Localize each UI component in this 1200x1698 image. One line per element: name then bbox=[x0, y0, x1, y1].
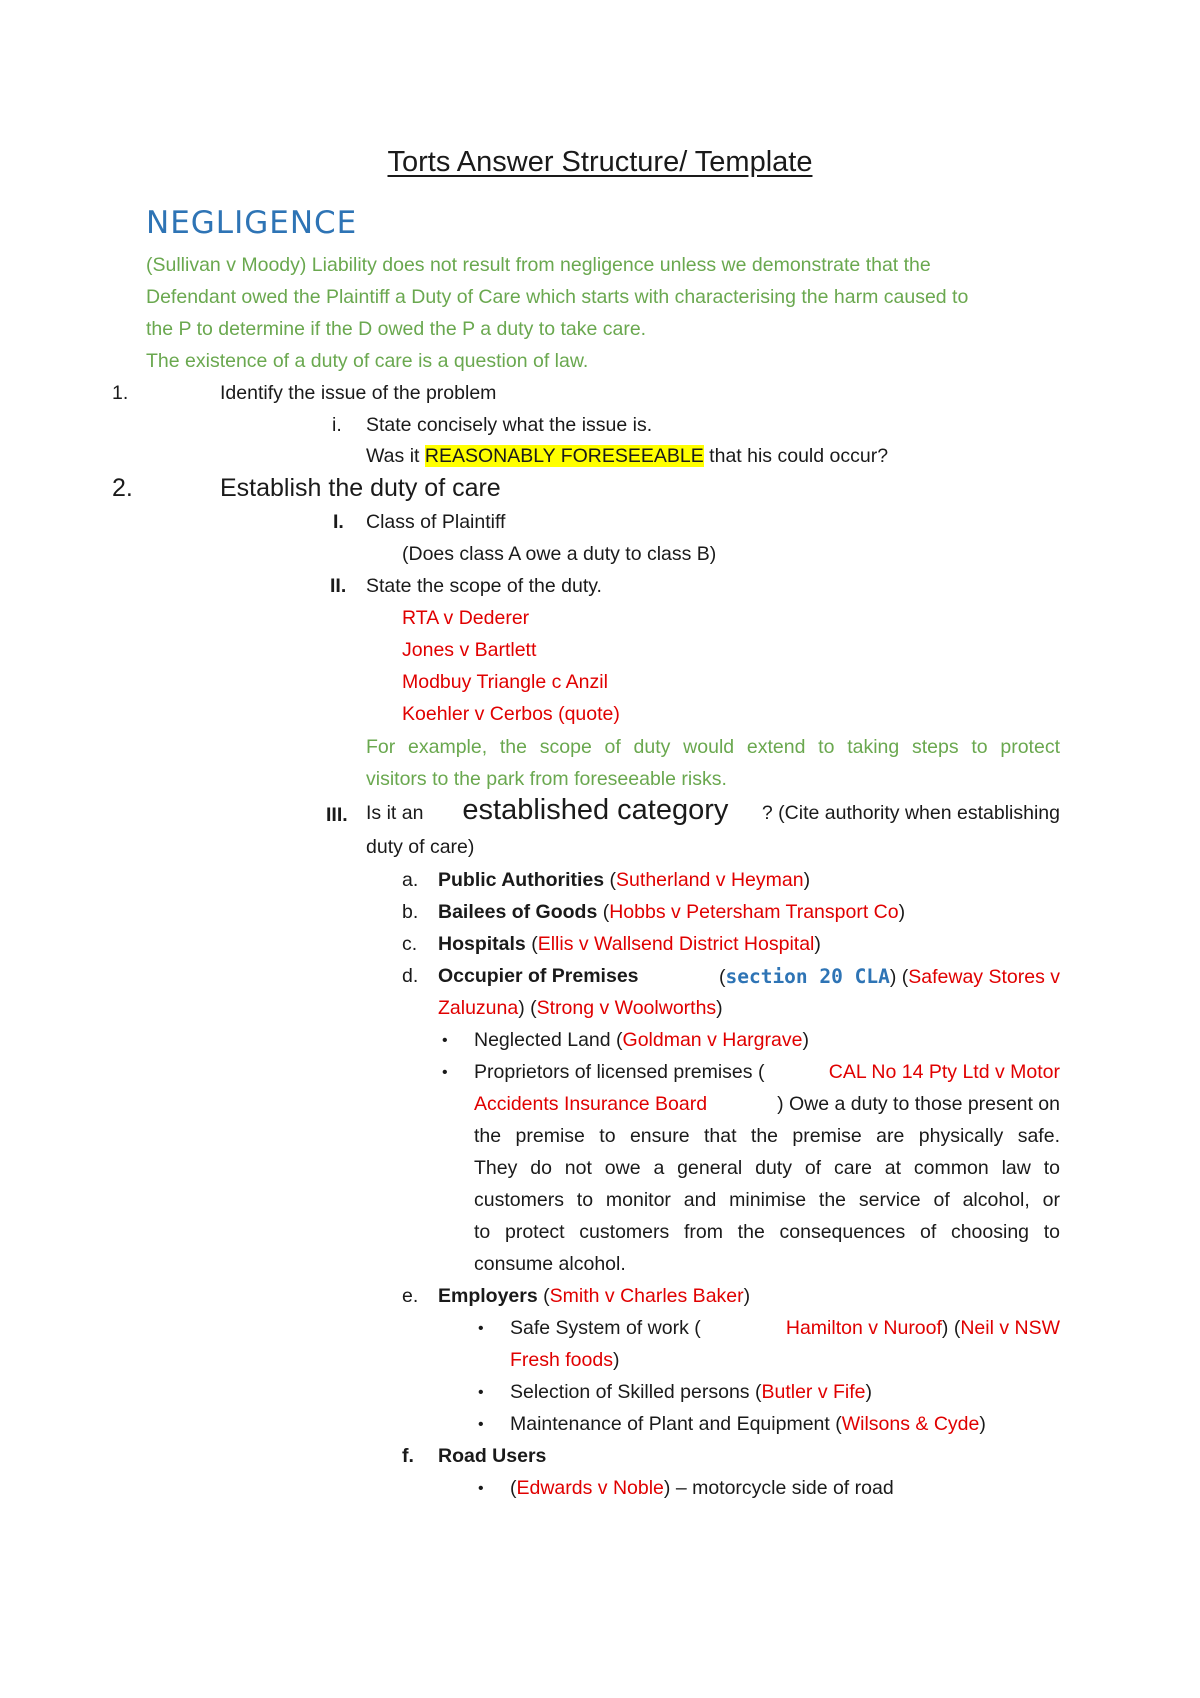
step-1-sub-number: i. bbox=[332, 414, 342, 436]
bullet-icon: • bbox=[478, 1416, 484, 1433]
licensed-premises-line-7: consume alcohol. bbox=[474, 1253, 626, 1275]
bullet-plant-equipment: Maintenance of Plant and Equipment (Wilsons & Cyde) bbox=[510, 1413, 986, 1435]
intro-line-4: The existence of a duty of care is a question of law. bbox=[146, 350, 589, 372]
category-occupier-of-premises: Occupier of Premises (section 20 CLA) (Safeway Stores v bbox=[438, 965, 1060, 988]
case-modbuy-triangle: Modbuy Triangle c Anzil bbox=[402, 671, 608, 693]
bullet-safe-system: Safe System of work ( Hamilton v Nuroof) (Neil v NSW bbox=[510, 1317, 1060, 1339]
licensed-premises-line-4: They do not owe a general duty of care at common law to bbox=[474, 1157, 1060, 1179]
step-2-text: Establish the duty of care bbox=[220, 474, 501, 502]
category-road-users: Road Users bbox=[438, 1445, 547, 1467]
class-of-plaintiff: Class of Plaintiff bbox=[366, 511, 506, 533]
section-heading-negligence: NEGLIGENCE bbox=[146, 205, 358, 241]
case-rta-v-dederer: RTA v Dederer bbox=[402, 607, 530, 629]
established-category-line-2: duty of care) bbox=[366, 836, 475, 858]
example-line-2: visitors to the park from foreseeable risks. bbox=[366, 768, 727, 790]
bullet-icon: • bbox=[478, 1320, 484, 1337]
category-d-line-2: Zaluzuna) (Strong v Woolworths) bbox=[438, 997, 723, 1019]
bullet-icon: • bbox=[442, 1064, 448, 1081]
scope-of-duty: State the scope of the duty. bbox=[366, 575, 602, 597]
established-category-text: established category bbox=[462, 794, 729, 826]
bullet-icon: • bbox=[442, 1032, 448, 1049]
roman-II-number: II. bbox=[330, 575, 347, 597]
category-d-letter: d. bbox=[402, 965, 419, 987]
section-20-cla: section 20 CLA bbox=[725, 965, 890, 988]
licensed-premises-line-2: Accidents Insurance Board ) Owe a duty to those present on bbox=[474, 1093, 1060, 1115]
intro-line-3: the P to determine if the D owed the P a duty to take care. bbox=[146, 318, 647, 340]
case-jones-v-bartlett: Jones v Bartlett bbox=[402, 639, 537, 661]
category-b-letter: b. bbox=[402, 901, 419, 923]
category-e-letter: e. bbox=[402, 1285, 419, 1307]
bullet-edwards-v-noble: (Edwards v Noble) – motorcycle side of road bbox=[510, 1477, 894, 1499]
bullet-icon: • bbox=[478, 1480, 484, 1497]
document-title: Torts Answer Structure/ Template bbox=[387, 146, 813, 178]
category-hospitals: Hospitals (Ellis v Wallsend District Hospital) bbox=[438, 933, 821, 955]
step-1-text: Identify the issue of the problem bbox=[220, 382, 497, 404]
intro-line-1: (Sullivan v Moody) Liability does not result from negligence unless we demonstrate that the bbox=[146, 254, 931, 276]
case-koehler-v-cerbos: Koehler v Cerbos (quote) bbox=[402, 703, 620, 725]
roman-III-number: III. bbox=[326, 804, 348, 826]
bullet-skilled-persons: Selection of Skilled persons (Butler v Fife) bbox=[510, 1381, 873, 1403]
category-bailees-of-goods: Bailees of Goods (Hobbs v Petersham Transport Co) bbox=[438, 901, 906, 923]
licensed-premises-line-3: the premise to ensure that the premise are physically safe. bbox=[474, 1125, 1060, 1147]
intro-line-2: Defendant owed the Plaintiff a Duty of Care which starts with characterising the harm caused to bbox=[146, 286, 969, 308]
category-c-letter: c. bbox=[402, 933, 418, 955]
example-line-1: For example, the scope of duty would extend to taking steps to protect bbox=[366, 736, 1060, 758]
step-1-number: 1. bbox=[112, 382, 129, 404]
established-category-line: Is it an established category ? (Cite authority when establishing bbox=[366, 794, 1060, 826]
licensed-premises-line-5: customers to monitor and minimise the service of alcohol, or bbox=[474, 1189, 1060, 1211]
foreseeable-question: Was it REASONABLY FORESEEABLE that his could occur? bbox=[366, 445, 889, 467]
step-1-sub-text: State concisely what the issue is. bbox=[366, 414, 653, 436]
bullet-neglected-land: Neglected Land (Goldman v Hargrave) bbox=[474, 1029, 809, 1051]
highlight-foreseeable: REASONABLY FORESEEABLE bbox=[424, 445, 704, 467]
category-f-letter: f. bbox=[402, 1445, 414, 1467]
step-2-number: 2. bbox=[112, 474, 133, 502]
bullet-icon: • bbox=[478, 1384, 484, 1401]
category-a-letter: a. bbox=[402, 869, 419, 891]
bullet-licensed-premises: Proprietors of licensed premises ( CAL No 14 Pty Ltd v Motor bbox=[474, 1061, 1060, 1083]
roman-I-number: I. bbox=[333, 511, 344, 533]
class-note: (Does class A owe a duty to class B) bbox=[402, 543, 717, 565]
licensed-premises-line-6: to protect customers from the consequences of choosing to bbox=[474, 1221, 1060, 1243]
safe-system-line-2: Fresh foods) bbox=[510, 1349, 620, 1371]
category-employers: Employers (Smith v Charles Baker) bbox=[438, 1285, 751, 1307]
category-public-authorities: Public Authorities (Sutherland v Heyman) bbox=[438, 869, 811, 891]
